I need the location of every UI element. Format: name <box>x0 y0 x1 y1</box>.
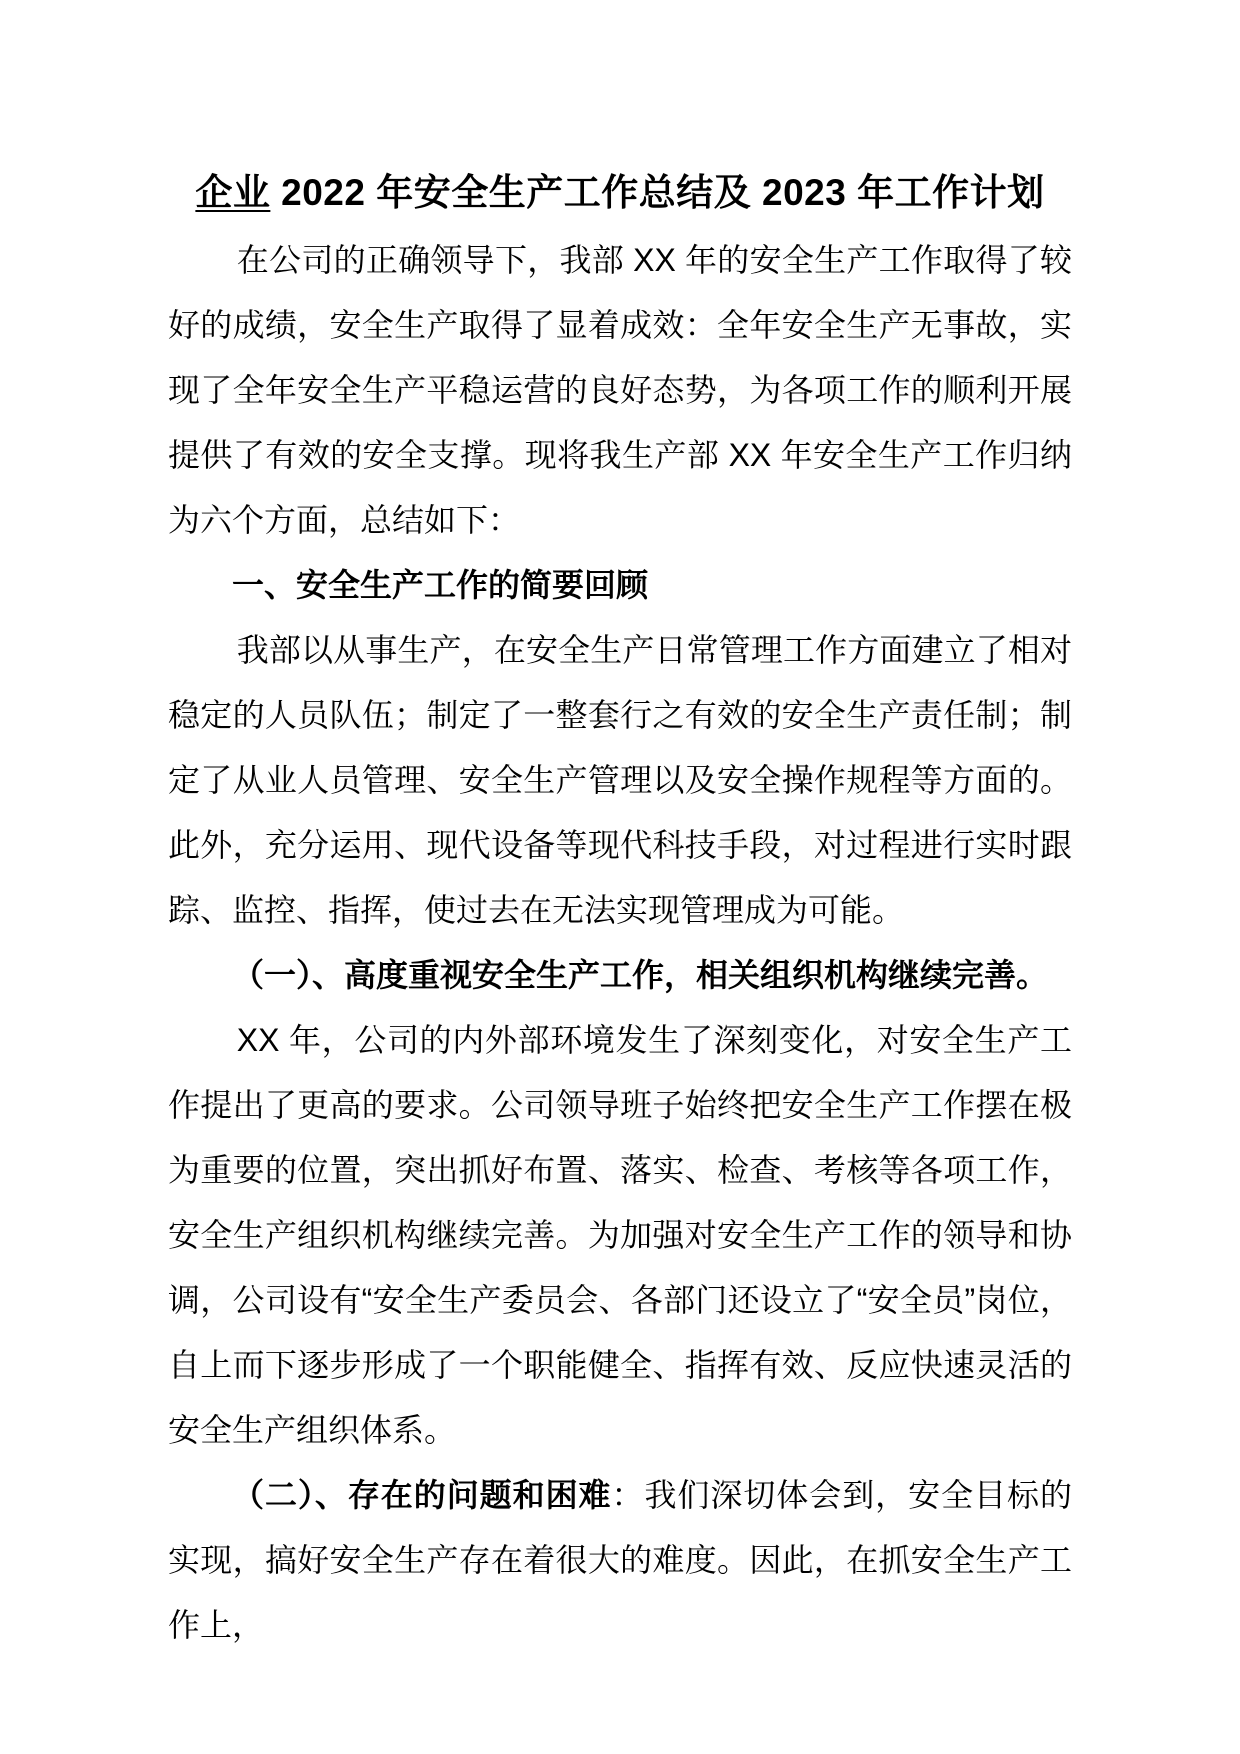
subsection-heading-2-inline: （二）、存在的问题和困难 <box>232 1477 612 1513</box>
document-title <box>168 158 1072 228</box>
paragraph-intro: 在公司的正确领导下，我部 XX 年的安全生产工作取得了较好的成绩，安全生产取得了显着成效：全年安全生产无事故，实现了全年安全生产平稳运营的良好态势，为各项工作的顺利开展提供了有效的安全支撑。现将我生产部 XX 年安全生产工作归纳为六个方面，总结如下： <box>168 242 1072 538</box>
paragraph-subsection-1: XX 年，公司的内外部环境发生了深刻变化，对安全生产工作提出了更高的要求。公司领导班子始终把安全生产工作摆在极为重要的位置，突出抓好布置、落实、检查、考核等各项工作，安全生产组织机构继续完善。为加强对安全生产工作的领导和协调，公司设有“安全生产委员会、各部门还设立了“安全员”岗位，自上而下逐步形成了一个职能健全、指挥有效、反应快速灵活的安全生产组织体系。 <box>168 1022 1072 1448</box>
subsection-heading-1: （一）、高度重视安全生产工作，相关组织机构继续完善。 <box>232 957 1049 993</box>
paragraph-section-1: 我部以从事生产，在安全生产日常管理工作方面建立了相对稳定的人员队伍；制定了一整套行之有效的安全生产责任制；制定了从业人员管理、安全生产管理以及安全操作规程等方面的。此外，充分运用、现代设备等现代科技手段，对过程进行实时跟踪、监控、指挥，使过去在无法实现管理成为可能。 <box>168 632 1072 928</box>
paragraph-subsection-2-text: ：我们深切体会到，安全目标的实现，搞好安全生产存在着很大的难度。因此，在抓安全生产工作上， <box>168 1477 1072 1643</box>
title-text: 2022 年安全生产工作总结及 2023 年工作计划 <box>270 172 1045 213</box>
title-underlined-text: 企业 <box>195 172 271 213</box>
paragraph-subsection-2 <box>168 1463 1072 1658</box>
section-heading-1: 一、安全生产工作的简要回顾 <box>232 567 649 603</box>
